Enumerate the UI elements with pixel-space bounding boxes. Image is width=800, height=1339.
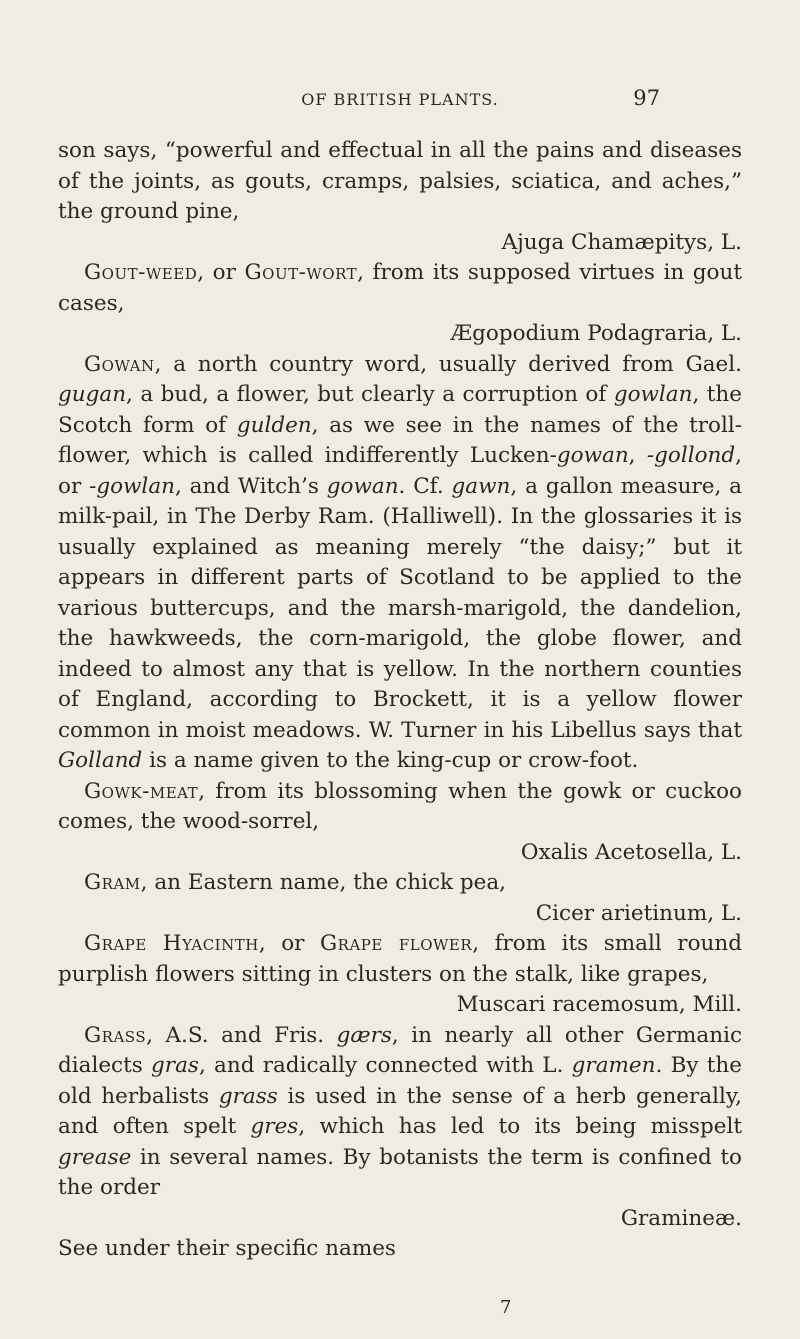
italic-word: gowan [326,473,399,499]
entry-continuation [58,136,742,258]
italic-word: gowan [556,443,629,468]
entry-text: , from its blossoming when the gowk or cuckoo comes, the wood-sorrel, [58,778,742,834]
entry-text: is a name given to the king-cup or crow-foot. [142,748,639,773]
entry-text: , an Eastern name, the chick pea, [140,870,507,895]
entry-text: , or [197,260,245,285]
entry-text: , from its small round purplish flowers sitting in clusters on the stalk, like grapes, [58,931,742,987]
entry-term-alt: Gout-wort [244,260,358,285]
italic-word: gærs [336,1022,392,1048]
italic-word: gowlan [613,382,693,407]
entry-text: , a north country word, usually derived from Gael. [154,351,742,377]
entry-text: , the Scotch form of [58,382,742,438]
page-header [0,86,800,116]
latin-name: Cicer arietinum, L. [535,900,742,926]
page-number: 97 [633,86,660,110]
italic-word: gres [250,1114,299,1139]
latin-name: Ægopodium Podagraria, L. [450,321,742,346]
latin-name: Ajuga Chamæpitys, L. [501,229,742,255]
entry-grass [58,1021,742,1265]
italic-word: gras [151,1053,199,1078]
entry-text: , and Witch’s [174,473,327,499]
entry-text: . Cf. [398,473,452,499]
entry-text: , [628,443,647,468]
entry-text: , A.S. and Fris. [146,1022,337,1048]
italic-word: -gowlan [89,473,175,499]
entry-term-alt: Grape flower [319,931,473,956]
entry-term: Grape Hyacinth [84,931,259,956]
entry-term: Gowk-meat [84,778,199,804]
entry-gowk-meat [58,777,742,869]
entry-gout-weed [58,258,742,350]
italic-word: gramen [571,1053,656,1078]
italic-word: grass [218,1083,278,1109]
latin-name: Gramineæ. [620,1205,742,1231]
entry-gowan [58,350,742,777]
see-also: See under their specific names [58,1236,396,1261]
entry-text: , or [258,931,320,956]
entry-text: son says, “powerful and effectual in all the pains and diseases of the joints, as gouts, cramps, palsies, sciatica, and aches,” the ground pine, [58,138,742,224]
entry-text: , in nearly all other Germanic dialects [58,1022,742,1078]
entry-text: , a gallon measure, a milk-pail, in The Derby Ram. (Halliwell). In the glossaries it is usually explained as meaning merely “the daisy;” but it appears in different parts of Scotland to be applied to the various buttercups, and the marsh-marigold, the dandelion, the hawkweeds, the corn-marigold, the globe flower, and indeed to almost any that is yellow. In the northern counties of England, according to Brockett, it is a yellow flower common in moist meadows. W. Turner in his Libellus says that [58,473,742,743]
entry-text: , and radically connected with L. [198,1053,572,1078]
entry-text: , a bud, a flower, but clearly a corruption of [126,382,614,407]
entry-text: in several names. By botanists the term is confined to the order [58,1144,742,1200]
entry-text: , as we see in the names of the troll-flower, which is called indifferently Lucken- [58,412,742,468]
entry-term: Grass [84,1022,147,1048]
italic-word: Golland [58,748,143,773]
entry-text: , or [58,443,742,499]
entry-text: is used in the sense of a herb generally, and often spelt [58,1083,743,1139]
body-text [58,136,742,1265]
entry-gram [58,868,742,929]
italic-word: gugan [58,382,127,407]
italic-word: gawn [451,473,511,499]
entry-term: Gowan [84,351,155,377]
italic-word: -gollond [646,443,736,468]
entry-grape-hyacinth [58,929,742,1021]
entry-text: . By the old herbalists [58,1053,742,1109]
running-head: OF BRITISH PLANTS. [301,90,499,109]
latin-name: Muscari racemosum, Mill. [456,992,742,1017]
entry-text: , which has led to its being misspelt [298,1114,742,1139]
signature-mark: 7 [500,1297,512,1318]
italic-word: grease [58,1144,132,1170]
latin-name: Oxalis Acetosella, L. [520,839,742,865]
entry-term: Gout-weed [84,260,198,285]
entry-text: , from its supposed virtues in gout cases, [58,260,742,316]
entry-term: Gram [84,870,141,895]
italic-word: gulden [236,412,312,438]
